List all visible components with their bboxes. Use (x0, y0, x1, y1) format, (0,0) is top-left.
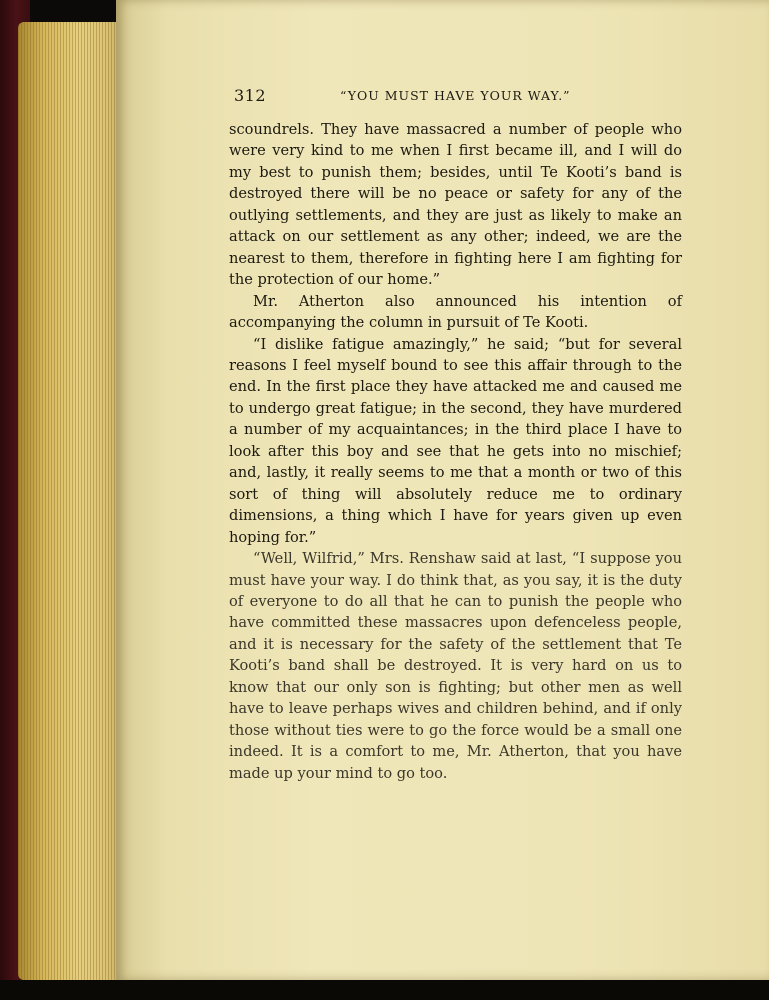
page-header (234, 86, 684, 108)
page-edges (18, 22, 120, 980)
body-text (229, 119, 682, 784)
paragraph: scoundrels. They have massacred a number of people who were very kind to me when I first became ill, and I will do my best to punish them; besides, until Te Kooti’s band is destroyed there will be no peace or safety for any of the outlying settlements, and they are just as likely to make an attack on our settlement as any other; indeed, we are the nearest to them, therefore in fighting here I am fighting for the protection of our home.” (229, 121, 682, 289)
running-head: “YOU MUST HAVE YOUR WAY.” (340, 88, 571, 103)
bottom-shadow (0, 980, 769, 1000)
paragraph: Mr. Atherton also announced his intention of accompanying the column in pursuit of Te Kooti. (229, 292, 682, 332)
page-number: 312 (234, 86, 267, 105)
paragraph: “I dislike fatigue amazingly,” he said; “but for several reasons I feel myself bound to see this affair through to the end. In the first place they have attacked me and caused me to undergo great fatigue; in the second, they have murdered a number of my acquaintances; in the third place I have to look after this boy and see that he gets into no mischief; and, lastly, it really seems to me that a month or two of this sort of thing will absolutely reduce me to ordinary dimensions, a thing which I have for years given up even hoping for.” (229, 335, 682, 546)
paragraph: “Well, Wilfrid,” Mrs. Renshaw said at last, “I suppose you must have your way. I do think that, as you say, it is the duty of everyone to do all that he can to punish the people who have committed these massacres upon defenceless people, and it is necessary for the safety of the settlement that Te Kooti’s band shall be destroyed. It is very hard on us to know that our only son is fighting; but other men as well have to leave perhaps wives and children behind, and if only those without ties were to go the force would be a small one indeed. It is a comfort to me, Mr. Atherton, that you have made up your mind to go too. (229, 550, 682, 782)
